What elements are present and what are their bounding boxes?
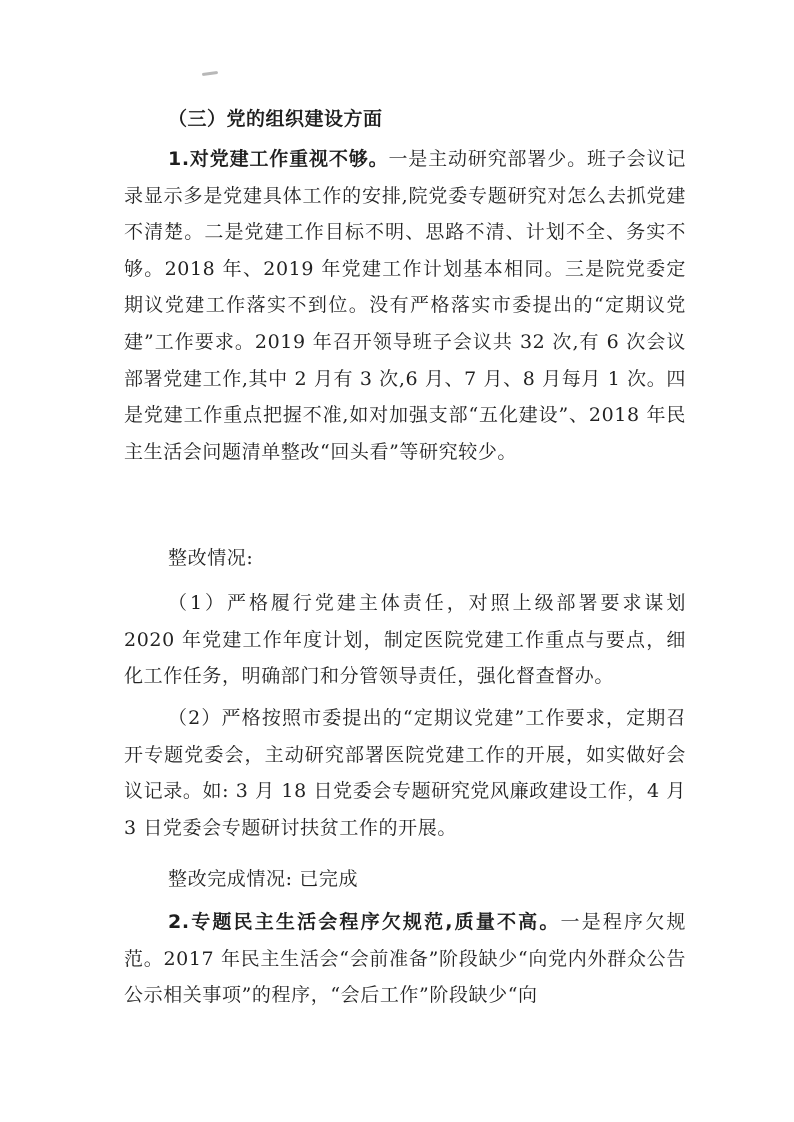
section-heading: （三）党的组织建设方面 <box>168 108 383 130</box>
item-1-text: 一是主动研究部署少。班子会议记录显示多是党建具体工作的安排,院党委专题研究对怎么去抓党建不清楚。二是党建工作目标不明、思路不清、计划不全、务实不够。2018 年、2019 年党建工作计划基本相同。三是院党委定期议党建工作落实不到位。没有严格落实市委提出的“定期议党建”工作要求。2019 年召开领导班子会议共 32 次,有 6 次会议部署党建工作,其中 2 月有 3 次,6 月、7 月、8 月每月 1 次。四是党建工作重点把握不准,如对加强支部“五化建设”、2018 年民主生活会问题清单整改“回头看”等研究较少。 <box>124 148 686 463</box>
measure-2-paragraph: （2）严格按照市委提出的“定期议党建”工作要求，定期召开专题党委会，主动研究部署医院党建工作的开展，如实做好会议记录。如: 3 月 18 日党委会专题研究党风廉政建设工作，4 月 3 日党委会专题研讨扶贫工作的开展。 <box>124 707 686 839</box>
item-2-lead: 2.专题民主生活会程序欠规范,质量不高。 <box>168 911 561 933</box>
item-1-lead: 1.对党建工作重视不够。 <box>168 148 389 170</box>
rectification-label: 整改情况: <box>168 547 254 569</box>
item-1-paragraph <box>124 141 686 470</box>
completion-status: 整改完成情况: 已完成 <box>168 868 359 890</box>
scan-artifact <box>202 71 218 76</box>
item-2-paragraph <box>124 904 686 1014</box>
measure-1-paragraph: （1）严格履行党建主体责任，对照上级部署要求谋划 2020 年党建工作年度计划，制定医院党建工作重点与要点，细化工作任务，明确部门和分管领导责任，强化督查督办。 <box>124 592 686 688</box>
item-2-text: 一是程序欠规范。2017 年民主生活会“会前准备”阶段缺少“向党内外群众公告公示相关事项”的程序，“会后工作”阶段缺少“向 <box>124 911 686 1007</box>
